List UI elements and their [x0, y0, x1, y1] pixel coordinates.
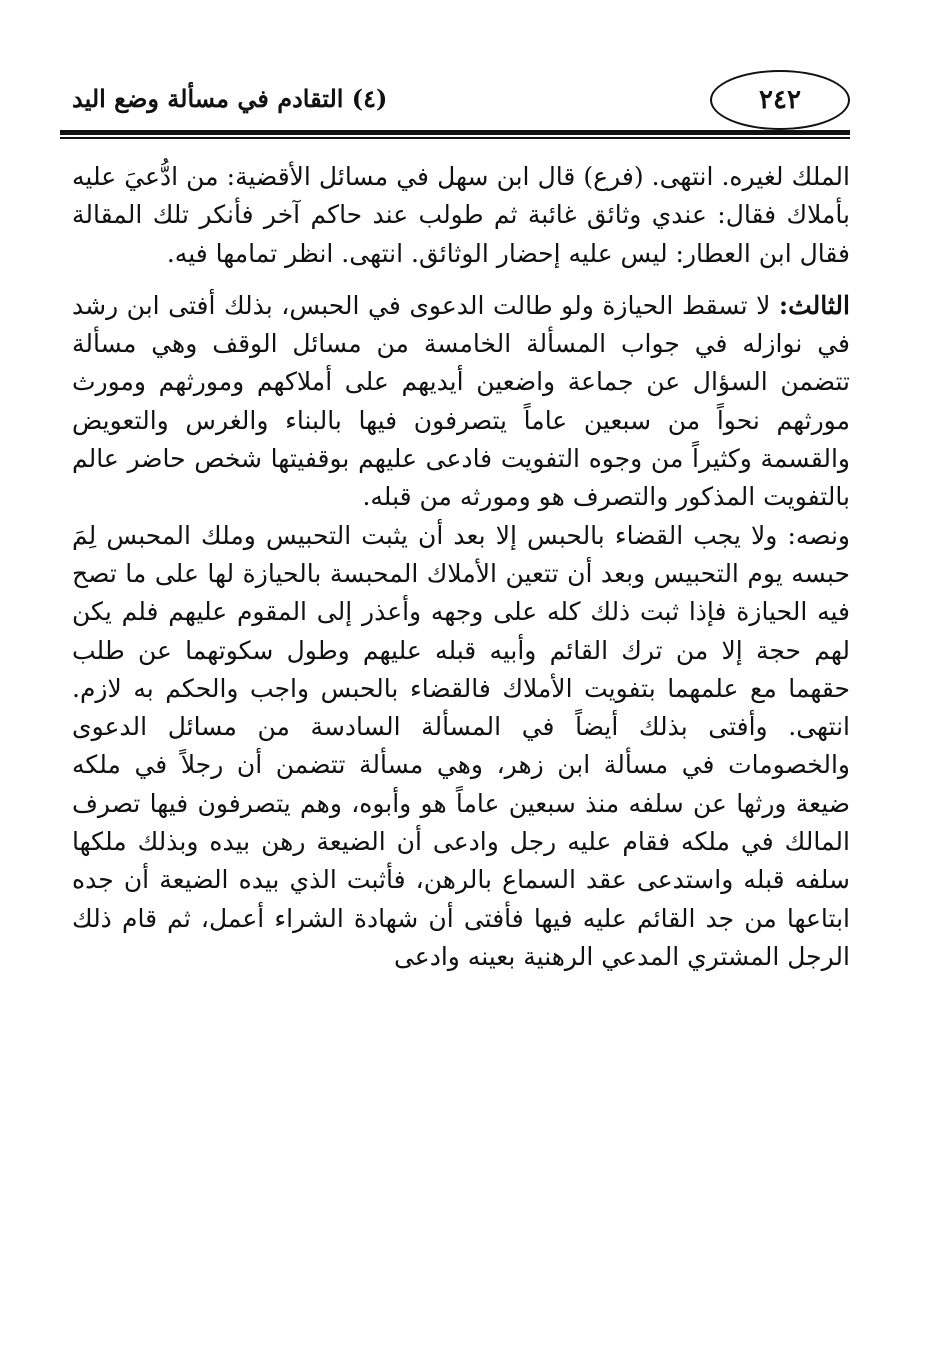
paragraph-2 [72, 287, 850, 517]
paragraph-3: ونصه: ولا يجب القضاء بالحبس إلا بعد أن يثبت التحبيس وملك المحبس لِمَ حبسه يوم التحبيس وبعد أن تتعين الأملاك المحبسة بالحيازة لها على ما تصح فيه الحيازة فإذا ثبت ذلك كله على وجهه وأعذر إلى المقوم عليهم فلم يكن لهم حجة إلا من ترك القائم وأبيه قبله عليهم وطول سكوتهما عن طلب حقهما مع علمهما بتفويت الأملاك فالقضاء بالحبس واجب والحكم به لازم. انتهى. وأفتى بذلك أيضاً في المسألة السادسة من مسائل الدعوى والخصومات في مسألة ابن زهر، وهي مسألة تتضمن أن رجلاً في ملكه ضيعة ورثها عن سلفه منذ سبعين عاماً هو وأبوه، وهم يتصرفون فيها تصرف المالك في ملكه فقام عليه رجل وادعى أن الضيعة رهن بيده وبذلك ملكها سلفه قبله واستدعى عقد السماع بالرهن، فأثبت الذي بيده الضيعة أن جده ابتاعها من جد القائم عليه فيها فأفتى أن شهادة الشراء أعمل، ثم قام ذلك الرجل المشتري المدعي الرهنية بعينه وادعى [72, 520, 850, 971]
header-rule-thick [60, 130, 850, 135]
paragraph-1: الملك لغيره. انتهى. (فرع) قال ابن سهل في مسائل الأقضية: من ادُّعيَ عليه بأملاك فقال: عندي وثائق غائبة ثم طولب عند حاكم آخر فأنكر تلك المقالة فقال ابن العطار: ليس عليه إحضار الوثائق. انتهى. انظر تمامها فيه. [72, 162, 850, 268]
header-rule-thin [60, 137, 850, 139]
page-header [60, 70, 850, 140]
body-text [72, 158, 850, 976]
paragraph-2-lead: الثالث: [778, 290, 850, 320]
running-title: (٤) التقادم في مسألة وضع اليد [72, 84, 388, 113]
page-number: ٢٤٢ [710, 70, 850, 130]
paragraph-2-text: لا تسقط الحيازة ولو طالت الدعوى في الحبس، بذلك أفتى ابن رشد في نوازله في جواب المسألة الخامسة من مسائل الوقف وهي مسألة تتضمن السؤال عن جماعة واضعين أيديهم على أملاكهم ومورثهم ومورث مورثهم نحواً من سبعين عاماً يتصرفون فيها بالبناء والغرس والتعويض والقسمة وكثيراً من وجوه التفويت فادعى عليهم بوقفيتها شخص حاضر عالم بالتفويت المذكور والتصرف هو ومورثه من قبله. [72, 290, 850, 512]
